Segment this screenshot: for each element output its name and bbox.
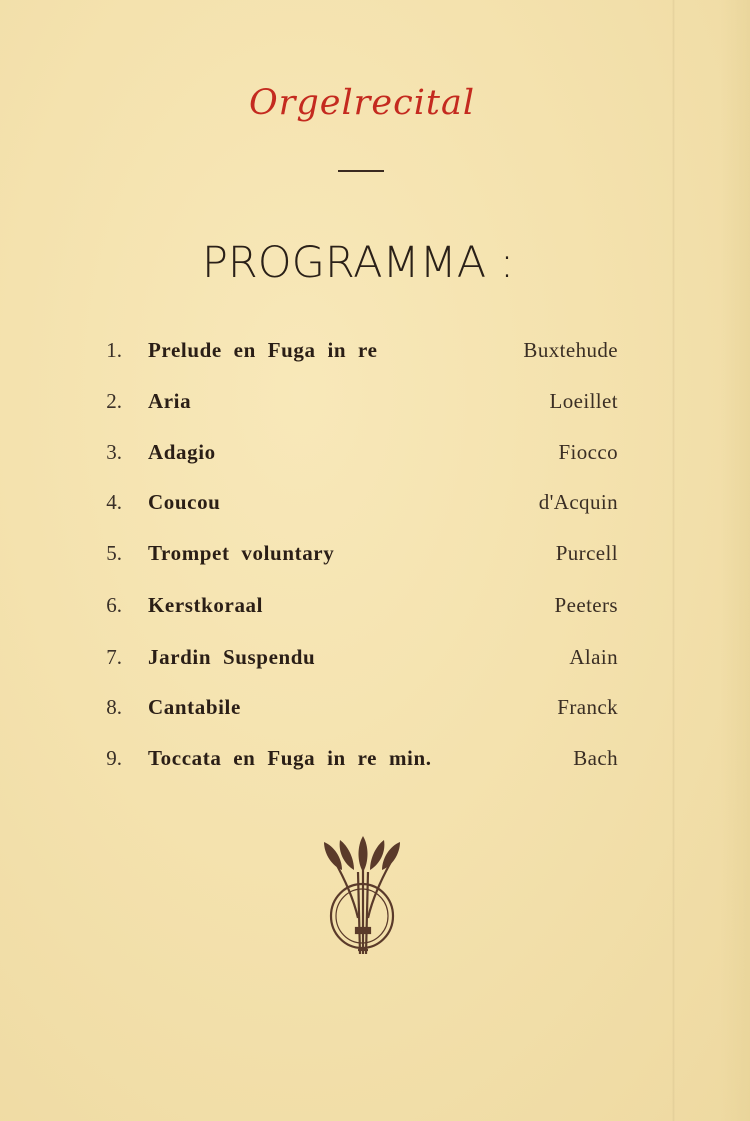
item-work: Cantabile [148, 695, 241, 719]
item-composer: Franck [557, 695, 618, 719]
item-number: 7. [106, 645, 122, 669]
item-work: Trompet voluntary [148, 541, 335, 565]
program-item [0, 746, 750, 786]
item-composer: Peeters [554, 593, 618, 617]
title-divider [338, 170, 384, 172]
item-composer: Loeillet [549, 389, 618, 413]
program-item [0, 440, 750, 480]
item-composer: Fiocco [558, 440, 618, 464]
item-number: 9. [106, 746, 122, 770]
item-number: 8. [106, 695, 122, 719]
program-item [0, 541, 750, 581]
program-item [0, 389, 750, 429]
item-composer: Alain [569, 645, 618, 669]
item-composer: Buxtehude [523, 338, 618, 362]
program-item [0, 645, 750, 685]
item-number: 6. [106, 593, 122, 617]
program-item [0, 338, 750, 378]
item-work: Prelude en Fuga in re [148, 338, 378, 362]
program-item [0, 593, 750, 633]
program-heading: PROGRAMMA : [202, 238, 515, 288]
item-number: 1. [106, 338, 122, 362]
item-work: Adagio [148, 440, 216, 464]
item-work: Jardin Suspendu [148, 645, 316, 669]
item-work: Aria [148, 389, 192, 413]
wheat-sheaf-ring-icon [316, 832, 408, 960]
item-composer: d'Acquin [538, 490, 618, 514]
item-number: 2. [106, 389, 122, 413]
item-number: 5. [106, 541, 122, 565]
item-work: Coucou [148, 490, 221, 514]
item-composer: Bach [573, 746, 618, 770]
item-work: Toccata en Fuga in re min. [148, 746, 432, 770]
concert-title: Orgelrecital [248, 83, 476, 123]
program-item [0, 695, 750, 735]
item-composer: Purcell [555, 541, 618, 565]
program-item [0, 490, 750, 530]
item-number: 3. [106, 440, 122, 464]
item-number: 4. [106, 490, 122, 514]
item-work: Kerstkoraal [148, 593, 264, 617]
